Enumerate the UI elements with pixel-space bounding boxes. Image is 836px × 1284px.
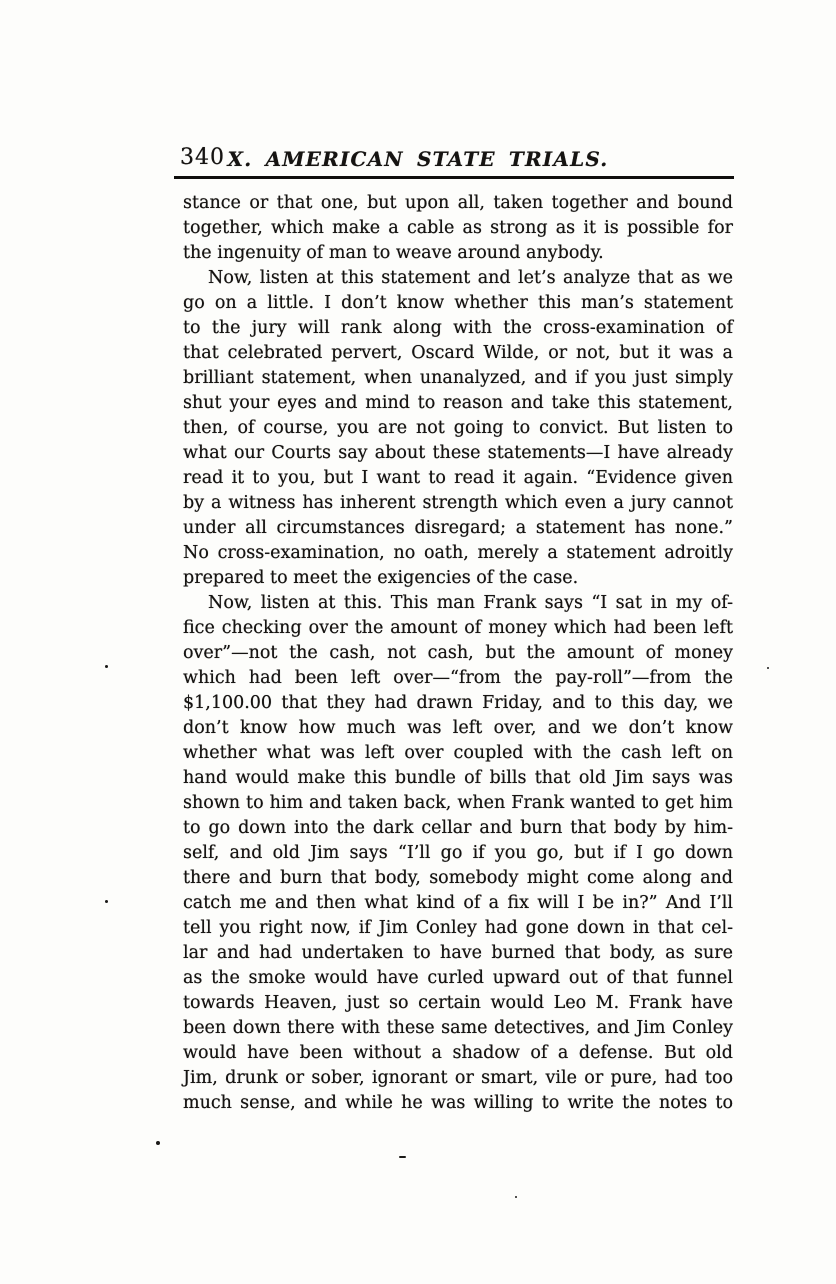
text-line: towards Heaven, just so certain would Leo M. Frank have [183, 993, 733, 1013]
scan-speck [767, 667, 769, 669]
text-line: lar and had undertaken to have burned that body, as sure [183, 943, 733, 963]
paragraph [183, 191, 733, 266]
scan-speck [515, 1196, 517, 1198]
text-line: much sense, and while he was willing to write the notes to [183, 1093, 733, 1113]
text-line: No cross-examination, no oath, merely a statement adroitly [183, 543, 733, 563]
text-line: brilliant statement, when unanalyzed, and if you just simply [183, 368, 733, 388]
running-title: X. AMERICAN STATE TRIALS. [227, 147, 609, 171]
text-line: to the jury will rank along with the cross-examination of [183, 318, 733, 338]
scan-speck [399, 1156, 406, 1158]
scan-speck [105, 900, 108, 903]
text-line: been down there with these same detectives, and Jim Conley [183, 1018, 733, 1038]
text-line: would have been without a shadow of a defense. But old [183, 1043, 733, 1063]
text-line: stance or that one, but upon all, taken together and bound [183, 193, 733, 213]
text-line: the ingenuity of man to weave around anybody. [183, 243, 604, 263]
text-line: hand would make this bundle of bills that old Jim says was [183, 768, 733, 788]
text-line: whether what was left over coupled with the cash left on [183, 743, 733, 763]
text-line: over”—not the cash, not cash, but the amount of money [183, 643, 733, 663]
text-line: then, of course, you are not going to convict. But listen to [183, 418, 733, 438]
text-line: shut your eyes and mind to reason and take this statement, [183, 393, 733, 413]
text-line: to go down into the dark cellar and burn that body by him- [183, 818, 733, 838]
paragraph [183, 266, 733, 591]
paragraph [183, 591, 733, 1116]
scan-speck [156, 1141, 160, 1145]
text-line: read it to you, but I want to read it again. “Evidence given [183, 468, 733, 488]
text-line: catch me and then what kind of a fix will I be in?” And I’ll [183, 893, 733, 913]
text-line: as the smoke would have curled upward out of that funnel [183, 968, 733, 988]
text-line: don’t know how much was left over, and we don’t know [183, 718, 733, 738]
text-line: prepared to meet the exigencies of the case. [183, 568, 579, 588]
text-line: Now, listen at this. This man Frank says “I sat in my of- [208, 593, 733, 613]
text-line: fice checking over the amount of money which had been left [183, 618, 733, 638]
text-line: tell you right now, if Jim Conley had gone down in that cel- [183, 918, 733, 938]
text-line: which had been left over—“from the pay-roll”—from the [183, 668, 733, 688]
header-rule [174, 176, 734, 179]
text-line: by a witness has inherent strength which even a jury cannot [183, 493, 733, 513]
text-line: shown to him and taken back, when Frank wanted to get him [183, 793, 733, 813]
text-line: Jim, drunk or sober, ignorant or smart, vile or pure, had too [183, 1068, 733, 1088]
page-body [183, 191, 733, 1116]
text-line: $1,100.00 that they had drawn Friday, and to this day, we [183, 693, 733, 713]
page-number: 340 [180, 145, 225, 170]
text-line: self, and old Jim says “I’ll go if you go, but if I go down [183, 843, 733, 863]
text-line: that celebrated pervert, Oscard Wilde, or not, but it was a [183, 343, 733, 363]
text-line: go on a little. I don’t know whether this man’s statement [183, 293, 733, 313]
text-line: under all circumstances disregard; a statement has none.” [183, 518, 733, 538]
scan-speck [105, 665, 108, 668]
text-line: Now, listen at this statement and let’s analyze that as we [208, 268, 733, 288]
text-line: there and burn that body, somebody might come along and [183, 868, 733, 888]
text-line: what our Courts say about these statements—I have already [183, 443, 733, 463]
text-line: together, which make a cable as strong as it is possible for [183, 218, 733, 238]
